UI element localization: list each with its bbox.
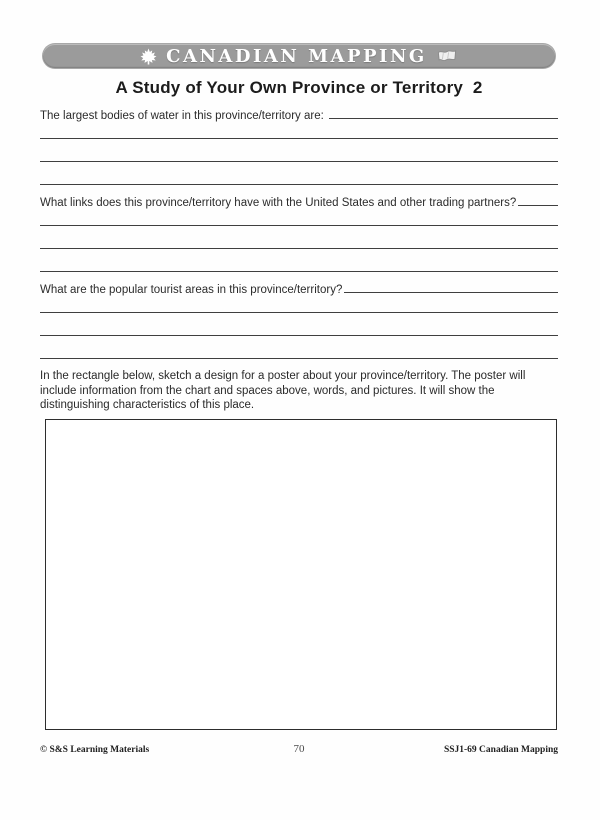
answer-line[interactable] — [40, 313, 558, 336]
answer-line[interactable] — [40, 298, 558, 313]
page-footer — [40, 743, 558, 755]
question-row — [40, 193, 558, 211]
answer-line[interactable] — [40, 336, 558, 359]
maple-leaf-icon — [140, 48, 157, 65]
question-text: What are the popular tourist areas in this province/territory? — [40, 284, 343, 296]
poster-sketch-area[interactable] — [45, 419, 557, 730]
product-code: SSJ1-69 Canadian Mapping — [443, 744, 558, 755]
answer-line[interactable] — [40, 211, 558, 226]
flag-icon — [436, 49, 458, 64]
page-title: A Study of Your Own Province or Territory 2 — [115, 78, 483, 97]
question-text: The largest bodies of water in this province/territory are: — [40, 110, 327, 122]
question-text: What links does this province/territory have with the United States and other trading partners? — [40, 197, 517, 209]
answer-line[interactable] — [40, 162, 558, 185]
header-banner — [43, 44, 555, 68]
copyright-text: © S&S Learning Materials — [40, 744, 150, 755]
answer-line[interactable] — [40, 249, 558, 272]
answer-line[interactable] — [40, 124, 558, 139]
answer-line[interactable] — [40, 139, 558, 162]
question-tourist-areas — [40, 280, 558, 359]
answer-blank-inline[interactable] — [329, 106, 558, 119]
question-row — [40, 280, 558, 298]
question-trade-links — [40, 193, 558, 272]
question-row — [40, 106, 558, 124]
question-bodies-of-water — [40, 106, 558, 185]
answer-blank-inline[interactable] — [518, 193, 558, 206]
answer-line[interactable] — [40, 226, 558, 249]
banner-title: CANADIAN MAPPING — [166, 45, 427, 67]
answer-blank-inline[interactable] — [344, 280, 558, 293]
page-number: 70 — [293, 742, 305, 755]
instructions-paragraph: In the rectangle below, sketch a design for a poster about your province/territory. The poster will include information from the chart and spaces above, words, and pictures. It will show the distinguishing characteristics of this place. — [40, 370, 526, 411]
worksheet-page — [0, 44, 600, 755]
